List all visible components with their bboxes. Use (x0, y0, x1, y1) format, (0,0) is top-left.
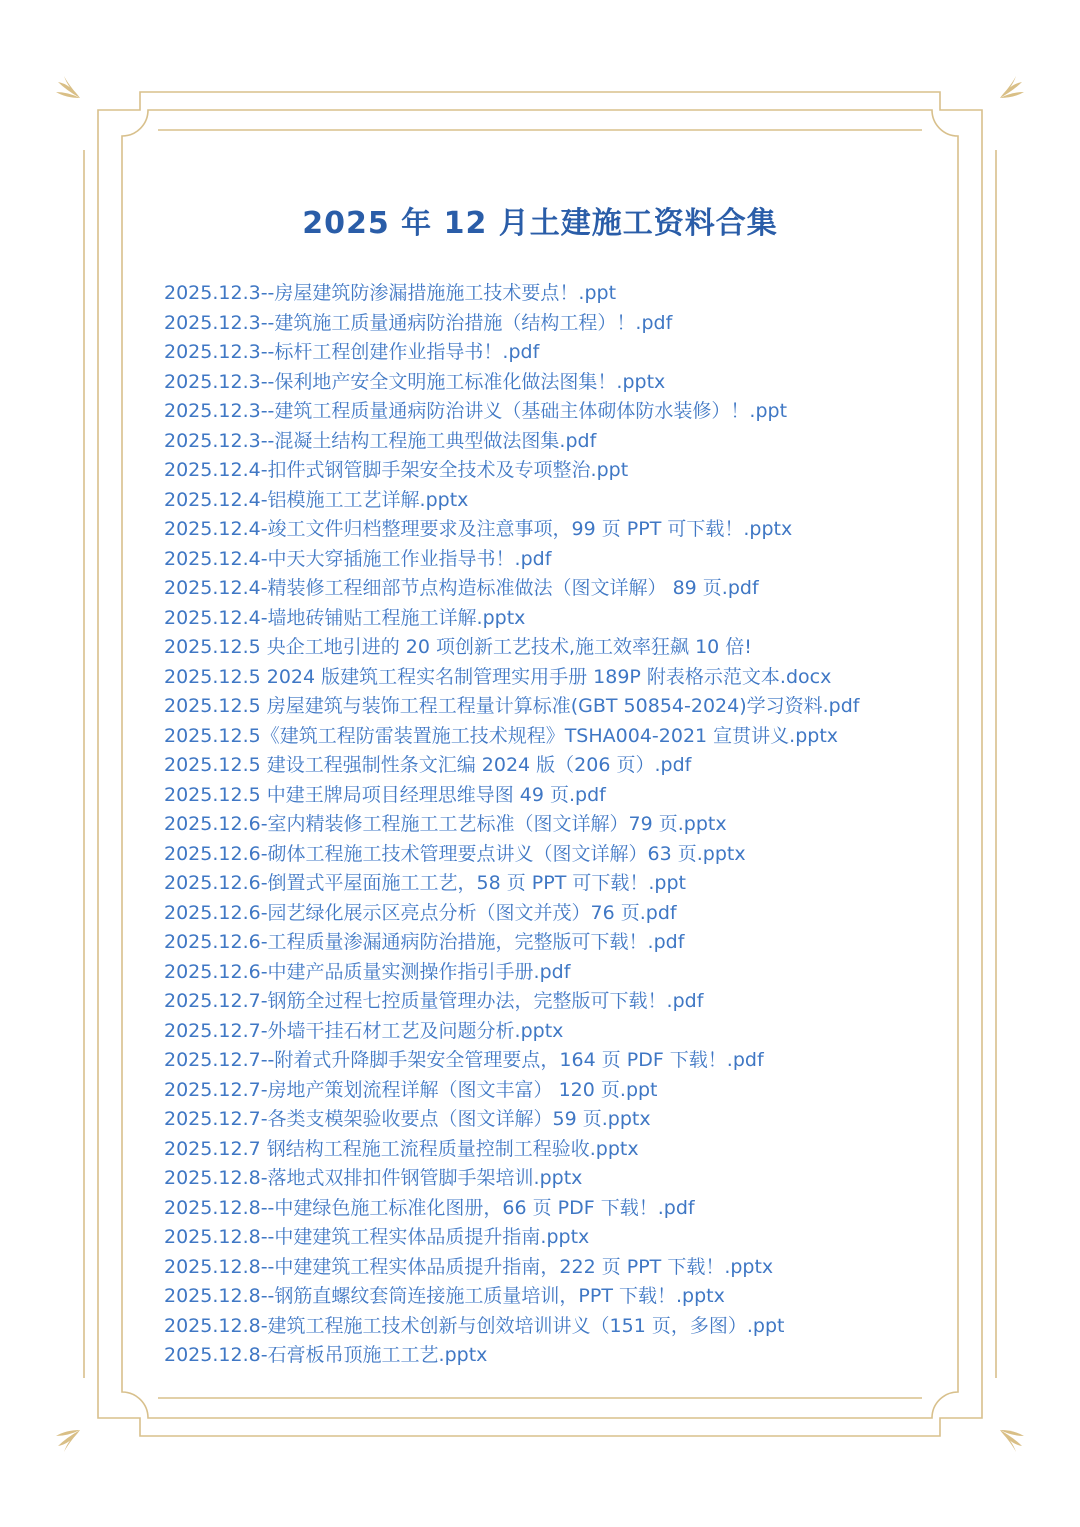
document-link[interactable]: 2025.12.8--中建绿色施工标准化图册，66 页 PDF 下载！.pdf (164, 1196, 695, 1219)
document-link[interactable]: 2025.12.4-墙地砖铺贴工程施工详解.pptx (164, 606, 526, 629)
document-link[interactable]: 2025.12.6-倒置式平屋面施工工艺，58 页 PPT 可下载！.ppt (164, 872, 686, 894)
document-link[interactable]: 2025.12.8-落地式双排扣件钢管脚手架培训.pptx (164, 1167, 583, 1189)
document-link[interactable]: 2025.12.6-中建产品质量实测操作指引手册.pdf (164, 960, 571, 983)
document-link[interactable]: 2025.12.8--钢筋直螺纹套筒连接施工质量培训，PPT 下载！.pptx (164, 1285, 725, 1307)
document-link[interactable]: 2025.12.5 房屋建筑与装饰工程工程量计算标准(GBT 50854-2024)学习资料.pdf (164, 695, 860, 717)
document-link[interactable]: 2025.12.7-外墙干挂石材工艺及问题分析.pptx (164, 1019, 564, 1042)
document-link[interactable]: 2025.12.4-中天大穿插施工作业指导书！.pdf (164, 547, 552, 570)
corner-ornament-top-right (992, 72, 1026, 106)
document-link[interactable]: 2025.12.5 中建王牌局项目经理思维导图 49 页.pdf (164, 783, 606, 806)
document-link[interactable]: 2025.12.3--保利地产安全文明施工标准化做法图集！.pptx (164, 370, 666, 393)
corner-ornament-top-left (54, 72, 88, 106)
document-link[interactable]: 2025.12.8-石膏板吊顶施工工艺.pptx (164, 1344, 488, 1366)
document-link[interactable]: 2025.12.5 2024 版建筑工程实名制管理实用手册 189P 附表格示范文本.docx (164, 665, 832, 688)
document-link[interactable]: 2025.12.4-扣件式钢管脚手架安全技术及专项整治.ppt (164, 459, 629, 481)
document-link[interactable]: 2025.12.8--中建建筑工程实体品质提升指南，222 页 PPT 下载！.pptx (164, 1255, 774, 1278)
document-link[interactable]: 2025.12.6-室内精装修工程施工工艺标准（图文详解）79 页.pptx (164, 813, 727, 835)
corner-ornament-bottom-left (54, 1422, 88, 1456)
document-link[interactable]: 2025.12.5 央企工地引进的 20 项创新工艺技术,施工效率狂飙 10 倍! (164, 636, 752, 658)
document-link[interactable]: 2025.12.7--附着式升降脚手架安全管理要点，164 页 PDF 下载！.pdf (164, 1049, 764, 1071)
document-link[interactable]: 2025.12.4-精装修工程细部节点构造标准做法（图文详解） 89 页.pdf (164, 577, 759, 599)
document-link[interactable]: 2025.12.8-建筑工程施工技术创新与创效培训讲义（151 页，多图）.ppt (164, 1314, 785, 1337)
document-link[interactable]: 2025.12.3--建筑施工质量通病防治措施（结构工程）！.pdf (164, 311, 673, 334)
document-link[interactable]: 2025.12.3--标杆工程创建作业指导书！.pdf (164, 341, 540, 363)
document-link[interactable]: 2025.12.6-工程质量渗漏通病防治措施，完整版可下载！.pdf (164, 931, 685, 953)
document-link[interactable]: 2025.12.4-竣工文件归档整理要求及注意事项，99 页 PPT 可下载！.pptx (164, 518, 793, 540)
document-link[interactable]: 2025.12.4-铝模施工工艺详解.pptx (164, 488, 469, 511)
document-link[interactable]: 2025.12.3--混凝土结构工程施工典型做法图集.pdf (164, 429, 597, 452)
document-list (164, 279, 954, 1371)
document-link[interactable]: 2025.12.7-房地产策划流程详解（图文丰富） 120 页.ppt (164, 1078, 658, 1101)
document-link[interactable]: 2025.12.5《建筑工程防雷装置施工技术规程》TSHA004-2021 宣贯讲义.pptx (164, 724, 839, 747)
document-link[interactable]: 2025.12.6-砌体工程施工技术管理要点讲义（图文详解）63 页.pptx (164, 842, 746, 865)
document-link[interactable]: 2025.12.7-各类支模架验收要点（图文详解）59 页.pptx (164, 1108, 651, 1130)
document-link[interactable]: 2025.12.8--中建建筑工程实体品质提升指南.pptx (164, 1226, 590, 1248)
document-link[interactable]: 2025.12.7-钢筋全过程七控质量管理办法，完整版可下载！.pdf (164, 990, 704, 1012)
document-link[interactable]: 2025.12.5 建设工程强制性条文汇编 2024 版（206 页）.pdf (164, 754, 692, 776)
page-title: 2025 年 12 月土建施工资料合集 (302, 206, 778, 241)
document-link[interactable]: 2025.12.7 钢结构工程施工流程质量控制工程验收.pptx (164, 1137, 639, 1160)
document-link[interactable]: 2025.12.3--房屋建筑防渗漏措施施工技术要点！.ppt (164, 282, 617, 304)
document-link[interactable]: 2025.12.3--建筑工程质量通病防治讲义（基础主体砌体防水装修）！.ppt (164, 400, 788, 422)
corner-ornament-bottom-right (992, 1422, 1026, 1456)
document-link[interactable]: 2025.12.6-园艺绿化展示区亮点分析（图文并茂）76 页.pdf (164, 901, 677, 924)
